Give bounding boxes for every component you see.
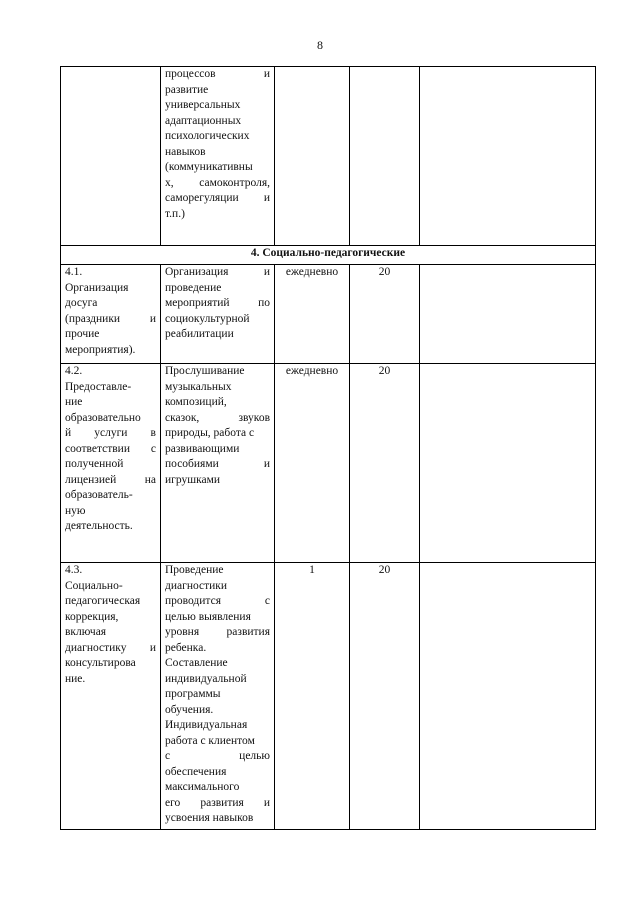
text-line: пособиями и [165, 458, 270, 470]
text-line: обучения. [165, 703, 214, 716]
frequency-cell: 1 [275, 563, 350, 830]
text-line: сказок, звуков [165, 411, 270, 424]
text-line: лицензией на [65, 473, 156, 486]
text-line: мероприятия). [65, 343, 136, 356]
text-line: развитие [165, 83, 209, 96]
text-line: мероприятий по [165, 297, 270, 309]
text-line: полученной [65, 458, 124, 470]
text-line: консультирова [65, 657, 136, 669]
text-line: проводится с [165, 595, 270, 607]
text-line: Предоставле- [65, 380, 132, 393]
text-line: коррекция, [65, 610, 119, 623]
text-line: его развития и [165, 796, 270, 809]
table-row [61, 563, 596, 830]
name-cell [61, 265, 161, 364]
text-line: Составление [165, 657, 228, 669]
text-line: 4.1. [65, 266, 83, 278]
text-line: композиций, [165, 396, 227, 408]
text-line: усвоения навыков [165, 812, 254, 824]
text-line: (коммуникативны [165, 161, 253, 173]
text-line: Организация и [165, 266, 270, 278]
text-line: включая [65, 626, 107, 638]
name-cell [61, 67, 161, 246]
table-row [61, 265, 596, 364]
duration-cell [350, 67, 420, 246]
text-line: реабилитации [165, 328, 234, 340]
frequency-cell: ежедневно [275, 265, 350, 364]
text-line: проведение [165, 281, 222, 294]
text-line: целью выявления [165, 610, 251, 623]
text-line: педагогическая [65, 595, 141, 607]
text-line: Проведение [165, 564, 224, 576]
text-line: Организация [65, 281, 129, 294]
text-line: Социально- [65, 579, 123, 592]
note-cell [420, 563, 596, 830]
duration-cell: 20 [350, 563, 420, 830]
text-line: Индивидуальная [165, 719, 248, 731]
description-cell [161, 67, 275, 246]
text-line: ние [65, 396, 83, 408]
text-line: социокультурной [165, 312, 250, 325]
text-line: индивидуальной [165, 672, 247, 685]
services-table [60, 66, 596, 830]
text-line: универсальных [165, 99, 241, 111]
note-cell [420, 67, 596, 246]
text-line: ную [65, 504, 86, 517]
section-header-row [61, 246, 596, 265]
name-cell [61, 364, 161, 563]
section-title: 4. Социально-педагогические [61, 246, 596, 265]
text-line: досуга [65, 297, 98, 309]
text-line: саморегуляции и [165, 192, 270, 204]
text-line: деятельность. [65, 520, 133, 532]
text-line: диагностику и [65, 641, 156, 654]
text-line: (праздники и [65, 312, 156, 325]
frequency-cell: ежедневно [275, 364, 350, 563]
text-line: навыков [165, 145, 206, 158]
duration-cell: 20 [350, 364, 420, 563]
text-line: игрушками [165, 473, 221, 486]
description-cell [161, 265, 275, 364]
text-line: образователь- [65, 489, 133, 501]
table-row [61, 364, 596, 563]
text-line: ние. [65, 672, 86, 685]
text-line: адаптационных [165, 114, 242, 127]
text-line: максимального [165, 781, 240, 793]
text-line: уровня развития [165, 626, 270, 638]
text-line: 4.3. [65, 564, 83, 576]
text-line: процессов и [165, 68, 270, 80]
frequency-cell [275, 67, 350, 246]
text-line: диагностики [165, 579, 228, 592]
text-line: х, самоконтроля, [165, 176, 270, 189]
text-line: т.п.) [165, 207, 185, 220]
text-line: психологических [165, 130, 250, 142]
text-line: ребенка. [165, 641, 207, 654]
text-line: развивающими [165, 442, 240, 455]
table-row-continuation [61, 67, 596, 246]
text-line: обеспечения [165, 765, 227, 778]
text-line: прочие [65, 328, 100, 340]
text-line: музыкальных [165, 380, 232, 393]
page-number: 8 [317, 38, 323, 52]
note-cell [420, 265, 596, 364]
description-cell [161, 364, 275, 563]
text-line: природы, работа с [165, 427, 255, 439]
duration-cell: 20 [350, 265, 420, 364]
text-line: й услуги в [65, 427, 156, 439]
text-line: соответствии с [65, 442, 156, 455]
description-cell [161, 563, 275, 830]
text-line: образовательно [65, 411, 141, 424]
note-cell [420, 364, 596, 563]
text-line: работа с клиентом [165, 734, 255, 747]
text-line: с целью [165, 750, 270, 762]
text-line: 4.2. [65, 365, 83, 377]
name-cell [61, 563, 161, 830]
text-line: программы [165, 688, 221, 700]
text-line: Прослушивание [165, 365, 245, 377]
